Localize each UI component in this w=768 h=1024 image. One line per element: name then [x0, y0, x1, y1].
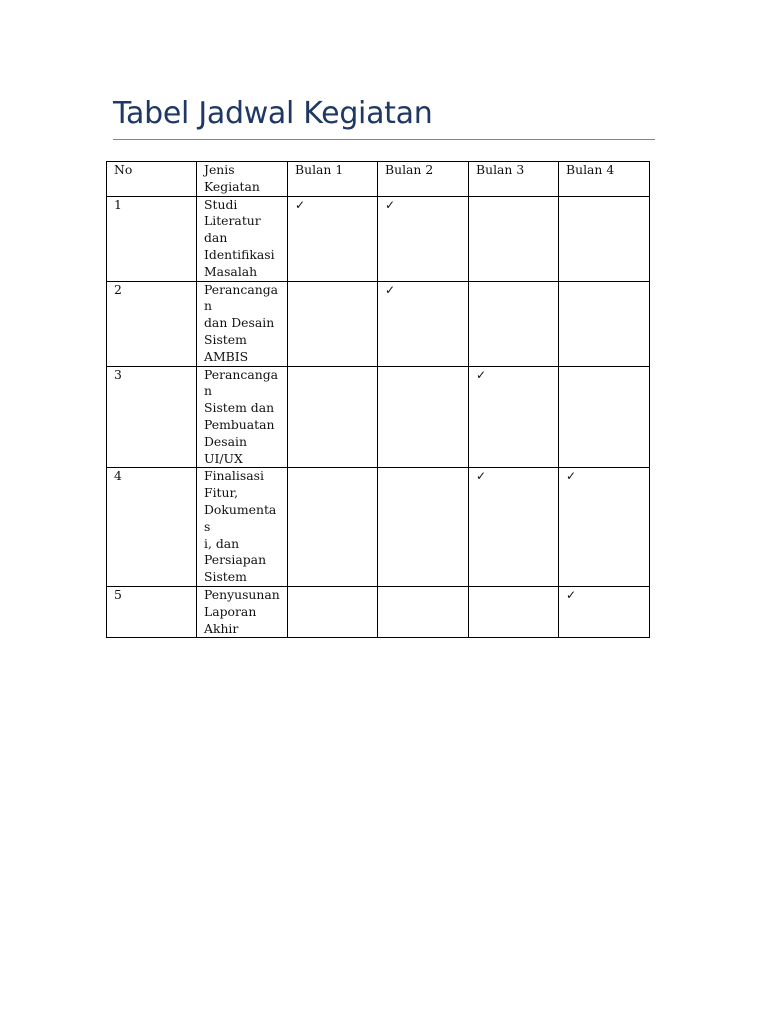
month-2-cell: [378, 281, 469, 366]
title-underline: [113, 139, 655, 140]
header-cell-activity: Jenis Kegiatan: [197, 162, 288, 197]
row-number-cell: 5: [107, 586, 197, 637]
table-header-row: [107, 162, 650, 197]
header-cell-no: No: [107, 162, 197, 197]
check-mark-icon: ✓: [385, 197, 396, 212]
table-row: [107, 366, 650, 468]
month-3-cell: [469, 586, 559, 637]
month-4-cell: [559, 586, 650, 637]
table-row: [107, 586, 650, 637]
month-3-cell: [469, 196, 559, 281]
row-number-cell: 3: [107, 366, 197, 468]
row-number-cell: 4: [107, 468, 197, 587]
month-1-cell: [288, 468, 378, 587]
check-mark-icon: ✓: [295, 197, 306, 212]
month-2-cell: [378, 366, 469, 468]
month-3-cell: [469, 366, 559, 468]
activity-cell: Penyusunan Laporan Akhir: [197, 586, 288, 637]
month-2-cell: [378, 196, 469, 281]
check-mark-icon: ✓: [476, 367, 487, 382]
table-row: [107, 281, 650, 366]
month-4-cell: [559, 281, 650, 366]
header-cell-month-2: Bulan 2: [378, 162, 469, 197]
month-1-cell: [288, 366, 378, 468]
month-1-cell: [288, 586, 378, 637]
table-row: [107, 196, 650, 281]
activity-cell: Perancangan dan Desain Sistem AMBIS: [197, 281, 288, 366]
month-4-cell: [559, 366, 650, 468]
page-title: Tabel Jadwal Kegiatan: [113, 96, 433, 131]
row-number-cell: 2: [107, 281, 197, 366]
activity-cell: Finalisasi Fitur, Dokumentas i, dan Persiapan Sistem: [197, 468, 288, 587]
month-2-cell: [378, 586, 469, 637]
header-cell-month-1: Bulan 1: [288, 162, 378, 197]
activity-cell: Perancangan Sistem dan Pembuatan Desain UI/UX: [197, 366, 288, 468]
header-cell-month-3: Bulan 3: [469, 162, 559, 197]
month-4-cell: [559, 196, 650, 281]
header-cell-month-4: Bulan 4: [559, 162, 650, 197]
table-row: [107, 468, 650, 587]
month-3-cell: [469, 281, 559, 366]
check-mark-icon: ✓: [566, 469, 577, 484]
check-mark-icon: ✓: [385, 282, 396, 297]
month-4-cell: [559, 468, 650, 587]
month-1-cell: [288, 196, 378, 281]
check-mark-icon: ✓: [476, 469, 487, 484]
month-3-cell: [469, 468, 559, 587]
row-number-cell: 1: [107, 196, 197, 281]
activity-cell: Studi Literatur dan Identifikasi Masalah: [197, 196, 288, 281]
check-mark-icon: ✓: [566, 587, 577, 602]
month-1-cell: [288, 281, 378, 366]
schedule-table: [106, 161, 650, 638]
month-2-cell: [378, 468, 469, 587]
